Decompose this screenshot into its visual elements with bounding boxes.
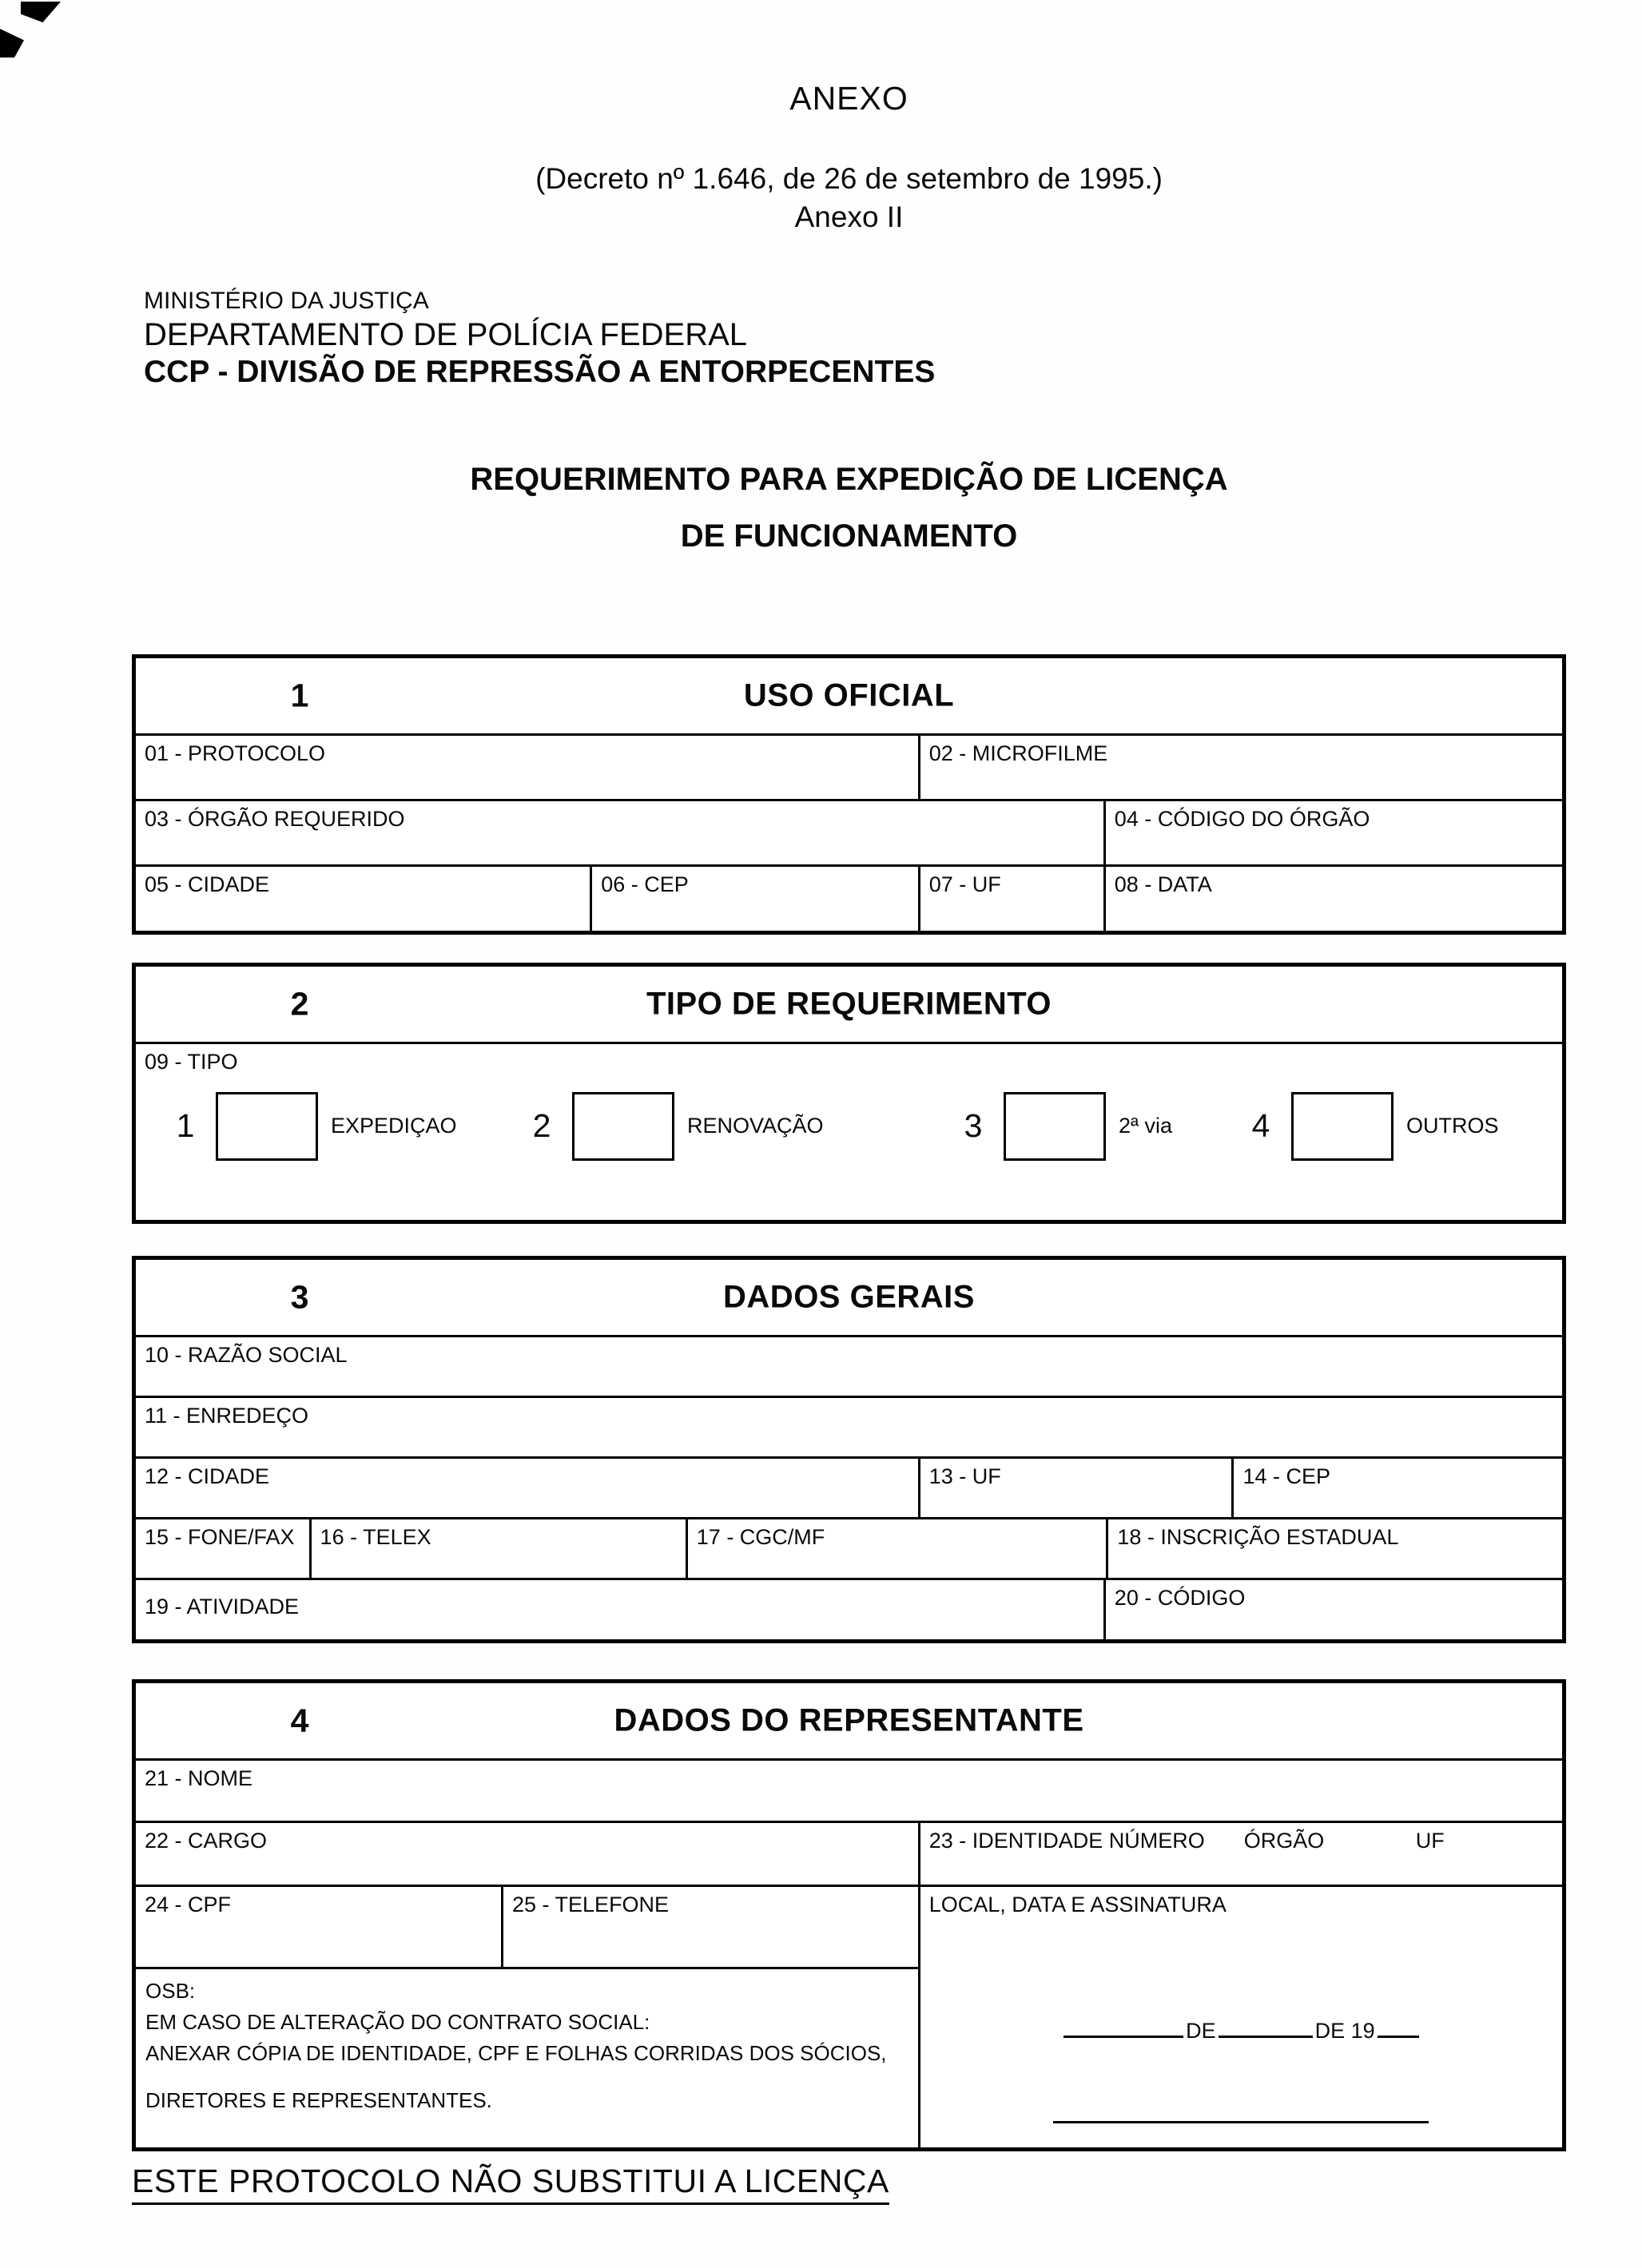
field-12-label: 12 - CIDADE xyxy=(145,1464,270,1488)
section-2-tipo-de-requerimento xyxy=(132,963,1566,1224)
anexo-title: ANEXO xyxy=(789,80,908,117)
section-1-number: 1 xyxy=(290,677,309,714)
field-16-telex[interactable] xyxy=(312,1519,688,1578)
option-3-segunda-via xyxy=(952,1092,1172,1161)
scan-artifact xyxy=(21,2,61,22)
field-14-label: 14 - CEP xyxy=(1242,1464,1330,1488)
section-4-lower-block xyxy=(136,1885,1562,2147)
field-12-cidade[interactable] xyxy=(136,1459,920,1517)
checkbox-segunda-via[interactable] xyxy=(1004,1092,1106,1161)
field-06-label: 06 - CEP xyxy=(601,872,689,896)
field-02-microfilme[interactable] xyxy=(920,736,1562,799)
option-4-label: OUTROS xyxy=(1406,1114,1499,1138)
department-name: DEPARTAMENTO DE POLÍCIA FEDERAL xyxy=(144,317,747,352)
field-13-uf[interactable] xyxy=(920,1459,1234,1517)
section-4-title: DADOS DO REPRESENTANTE xyxy=(614,1702,1084,1738)
field-23-label: 23 - IDENTIDADE NÚMERO xyxy=(928,1828,1205,1853)
field-08-data[interactable] xyxy=(1106,867,1562,931)
field-05-label: 05 - CIDADE xyxy=(145,872,270,896)
ministry-name: MINISTÉRIO DA JUSTIÇA xyxy=(144,288,429,314)
option-2-label: RENOVAÇÃO xyxy=(687,1114,824,1138)
anexo-ii-line: Anexo II xyxy=(794,201,904,233)
field-25-telefone[interactable] xyxy=(503,1887,918,1967)
option-2-renovacao xyxy=(521,1092,824,1161)
field-10-razao-social[interactable] xyxy=(136,1337,1562,1396)
section-3-dados-gerais xyxy=(132,1256,1566,1643)
section-2-number: 2 xyxy=(290,985,309,1023)
field-16-label: 16 - TELEX xyxy=(320,1524,431,1549)
osb-note xyxy=(136,1967,918,2147)
field-23-uf-label: UF xyxy=(1415,1828,1445,1853)
scan-artifact xyxy=(0,29,24,58)
field-09-tipo xyxy=(136,1042,1562,1220)
section-4-header xyxy=(136,1683,1562,1758)
field-02-label: 02 - MICROFILME xyxy=(928,741,1108,765)
field-01-protocolo[interactable] xyxy=(136,736,920,799)
field-01-label: 01 - PROTOCOLO xyxy=(145,741,326,765)
field-04-codigo-do-orgao[interactable] xyxy=(1106,801,1562,864)
field-23-orgao-label: ÓRGÃO xyxy=(1243,1828,1325,1853)
field-21-nome[interactable] xyxy=(136,1761,1562,1821)
document-headings xyxy=(132,0,1566,234)
field-03-label: 03 - ÓRGÃO REQUERIDO xyxy=(145,806,405,831)
field-19-label: 19 - ATIVIDADE xyxy=(145,1594,300,1619)
option-1-number: 1 xyxy=(176,1107,195,1145)
field-06-cep[interactable] xyxy=(592,867,920,931)
section-1-title: USO OFICIAL xyxy=(743,677,955,713)
form-title-line-2: DE FUNCIONAMENTO xyxy=(680,518,1018,554)
field-11-label: 11 - ENREDEÇO xyxy=(145,1403,309,1428)
field-24-cpf[interactable] xyxy=(136,1887,503,1967)
field-10-label: 10 - RAZÃO SOCIAL xyxy=(145,1342,348,1367)
field-09-label: 09 - TIPO xyxy=(145,1049,238,1074)
field-15-fone-fax[interactable] xyxy=(136,1519,312,1578)
field-04-label: 04 - CÓDIGO DO ÓRGÃO xyxy=(1114,806,1370,831)
osb-line-1: OSB: xyxy=(145,1978,196,2003)
option-3-label: 2ª via xyxy=(1119,1114,1173,1138)
date-de-label: DE xyxy=(1186,2018,1216,2043)
option-4-number: 4 xyxy=(1251,1107,1270,1145)
issuing-organization xyxy=(144,287,1642,391)
section-4-dados-do-representante xyxy=(132,1679,1566,2151)
date-line xyxy=(920,2019,1562,2044)
checkbox-expedicao[interactable] xyxy=(216,1092,318,1161)
date-blank-year[interactable] xyxy=(1378,2032,1419,2038)
field-07-label: 07 - UF xyxy=(928,872,1001,896)
date-blank-month[interactable] xyxy=(1219,2032,1313,2038)
field-08-label: 08 - DATA xyxy=(1114,872,1212,896)
option-3-number: 3 xyxy=(964,1107,983,1145)
field-14-cep[interactable] xyxy=(1234,1459,1562,1517)
field-23-identidade[interactable] xyxy=(920,1823,1562,1885)
field-25-label: 25 - TELEFONE xyxy=(512,1892,670,1916)
section-2-title: TIPO DE REQUERIMENTO xyxy=(646,986,1052,1022)
signature-line[interactable] xyxy=(1053,2121,1429,2123)
field-07-uf[interactable] xyxy=(920,867,1106,931)
option-2-number: 2 xyxy=(532,1107,551,1145)
date-de19-label: DE 19 xyxy=(1314,2018,1375,2043)
field-17-cgc-mf[interactable] xyxy=(688,1519,1109,1578)
checkbox-outros[interactable] xyxy=(1291,1092,1394,1161)
section-1-header xyxy=(136,658,1562,733)
option-4-outros xyxy=(1240,1092,1499,1161)
field-18-inscricao-estadual[interactable] xyxy=(1108,1519,1562,1578)
section-3-title: DADOS GERAIS xyxy=(723,1279,975,1315)
osb-line-4: DIRETORES E REPRESENTANTES. xyxy=(145,2087,492,2112)
footer-note-text: ESTE PROTOCOLO NÃO SUBSTITUI A LICENÇA xyxy=(132,2163,889,2205)
section-3-number: 3 xyxy=(290,1278,309,1316)
field-22-cargo[interactable] xyxy=(136,1823,920,1885)
section-2-header xyxy=(136,967,1562,1042)
local-data-assinatura-label: LOCAL, DATA E ASSINATURA xyxy=(928,1892,1227,1916)
section-4-number: 4 xyxy=(290,1702,309,1739)
field-22-label: 22 - CARGO xyxy=(145,1828,268,1853)
osb-line-2: EM CASO DE ALTERAÇÃO DO CONTRATO SOCIAL: xyxy=(145,2009,650,2034)
field-11-endereco[interactable] xyxy=(136,1398,1562,1456)
osb-line-3: ANEXAR CÓPIA DE IDENTIDADE, CPF E FOLHAS CORRIDAS DOS SÓCIOS, xyxy=(145,2040,887,2065)
field-19-atividade[interactable] xyxy=(136,1580,1106,1639)
section-4-left-column xyxy=(136,1887,920,2147)
form-title xyxy=(132,462,1566,554)
field-20-codigo[interactable] xyxy=(1106,1580,1562,1639)
field-15-label: 15 - FONE/FAX xyxy=(145,1524,295,1549)
section-1-uso-oficial xyxy=(132,654,1566,935)
field-05-cidade[interactable] xyxy=(136,867,592,931)
footer-note xyxy=(132,2163,1642,2200)
division-name: CCP - DIVISÃO DE REPRESSÃO A ENTORPECENTES xyxy=(144,355,936,389)
field-24-label: 24 - CPF xyxy=(145,1892,232,1916)
field-21-label: 21 - NOME xyxy=(145,1766,253,1790)
field-20-label: 20 - CÓDIGO xyxy=(1114,1585,1246,1610)
section-3-header xyxy=(136,1260,1562,1335)
option-1-label: EXPEDIÇAO xyxy=(331,1114,457,1138)
field-13-label: 13 - UF xyxy=(928,1464,1001,1488)
field-local-data-assinatura[interactable] xyxy=(920,1887,1562,2147)
checkbox-renovacao[interactable] xyxy=(572,1092,674,1161)
option-1-expedicao xyxy=(165,1092,457,1161)
field-17-label: 17 - CGC/MF xyxy=(696,1524,825,1549)
date-blank-day[interactable] xyxy=(1064,2032,1183,2038)
field-03-orgao-requerido[interactable] xyxy=(136,801,1106,864)
form-title-line-1: REQUERIMENTO PARA EXPEDIÇÃO DE LICENÇA xyxy=(470,461,1228,497)
decreto-line: (Decreto nº 1.646, de 26 de setembro de 1995.) xyxy=(535,162,1163,195)
field-18-label: 18 - INSCRIÇÃO ESTADUAL xyxy=(1117,1524,1399,1549)
